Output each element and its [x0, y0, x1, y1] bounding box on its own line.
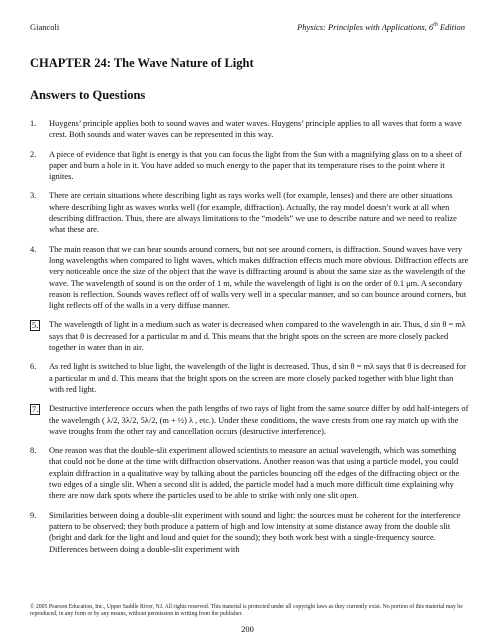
answer-text: A piece of evidence that light is energy is that you can focus the light from the Sun with a magnifying glass on to a sheet of paper and burn a hole in it. You have added so much energy to the paper that its temperature rises to the point where it ignites. [49, 149, 462, 182]
answer-text: There are certain situations where describing light as rays works well (for example, lenses) and there are other situations where describing light as waves works well (for example, diffraction). Actually, the ray model doesn’t work at all when describing diffraction. Thus, there are always limitations to the “models” we use to describe nature and we need to realize what these are. [49, 191, 457, 235]
answer-item [30, 149, 470, 183]
answer-text: Destructive interference occurs when the path lengths of two rays of light from the same source differ by odd half-integers of the wavelength ( λ/2, 3λ/2, 5λ/2, (m + ½) λ , etc.). Under these conditions, the wave crests from one ray match up with the wave troughs from the other ray and cancellation occurs (destructive interference). [49, 404, 469, 436]
answer-number: 9. [30, 510, 37, 520]
answer-number: 7. [32, 405, 39, 415]
copyright-footer: © 2005 Pearson Education, Inc., Upper Saddle River, NJ. All rights reserved. This material is protected under all copyright laws as they currently exist. No portion of this material may be reproduced, in any form or by any means, without permission in writing from the publisher. [30, 604, 463, 618]
answer-number: 3. [30, 191, 37, 201]
answer-text: The main reason that we can hear sounds around corners, but not see around corners, is diffraction. Sound waves have very long wavelengths when compared to light waves, which makes diffraction effects much more obvious. Diffraction effects are very noticeable once the size of the object that the wave is diffracting around is about the same size as the wavelength of the wave. The wavelength of sound is on the order of 1 m, while the wavelength of light is on the order of 0.1 μm. A secondary reason is reflection. Sounds waves reflect off of walls very well in a specular manner, and so can bounce around corners, but light reflects off of the walls in a very diffuse manner. [49, 244, 469, 311]
answer-number: 4. [30, 244, 37, 254]
answer-item [30, 118, 470, 141]
answer-item [30, 510, 470, 555]
answer-item [30, 319, 470, 353]
answer-item [30, 361, 470, 395]
section-title: Answers to Questions [30, 88, 146, 102]
answer-item [30, 403, 470, 437]
page-number: 200 [241, 624, 254, 634]
answer-text: The wavelength of light in a medium such as water is decreased when compared to the wavelength in air. Thus, d sin θ = mλ says that θ is decreased for a particular m and d. This means that the bright spots on the screen are more closely packed together in water than in air. [49, 320, 466, 353]
answer-item [30, 244, 470, 312]
running-header-author: Giancoli [30, 22, 60, 32]
answer-number: 8. [30, 446, 37, 456]
answer-number: 6. [30, 362, 37, 372]
answer-number: 1. [30, 119, 37, 128]
answer-item [30, 445, 470, 501]
answer-text: One reason was that the double-slit experiment allowed scientists to measure an actual wavelength, which was something that could not be done at the time with diffraction observations. Another reason was that using a particle model, you could explain diffraction in a qualitative way by talking about the particles bouncing off the edges of the diffracting object or the two edges of a single slit. When a second slit is added, the particle model had a much more difficult time explaining why there are now dark spots where the particles used to be able to strike with only one slit open. [49, 446, 460, 501]
answer-item [30, 190, 470, 235]
running-header-book-title: Physics: Principles with Applications, 6th Edition [297, 22, 465, 32]
answer-number: 5. [32, 321, 39, 331]
chapter-title: CHAPTER 24: The Wave Nature of Light [30, 56, 254, 70]
answers-list [30, 118, 470, 563]
answer-text: Huygens’ principle applies both to sound waves and water waves. Huygens’ principle applies to all waves that form a wave crest. Both sounds and water waves can be represented in this way. [49, 119, 462, 140]
answer-text: As red light is switched to blue light, the wavelength of the light is decreased. Thus, d sin θ = mλ says that θ is decreased for a particular m and d. This means that the bright spots on the screen are more closely packed together with blue light than with red light. [49, 362, 466, 394]
answer-number: 2. [30, 149, 37, 159]
answer-text: Similarities between doing a double-slit experiment with sound and light: the sources must be coherent for the interference pattern to be observed; they both produce a pattern of high and low intensity at some distance away from the double slit (bright and dark for the light and loud and quiet for the sound); they both work best with a single-frequency source. Differences between doing a double-slit experiment with [49, 510, 461, 554]
